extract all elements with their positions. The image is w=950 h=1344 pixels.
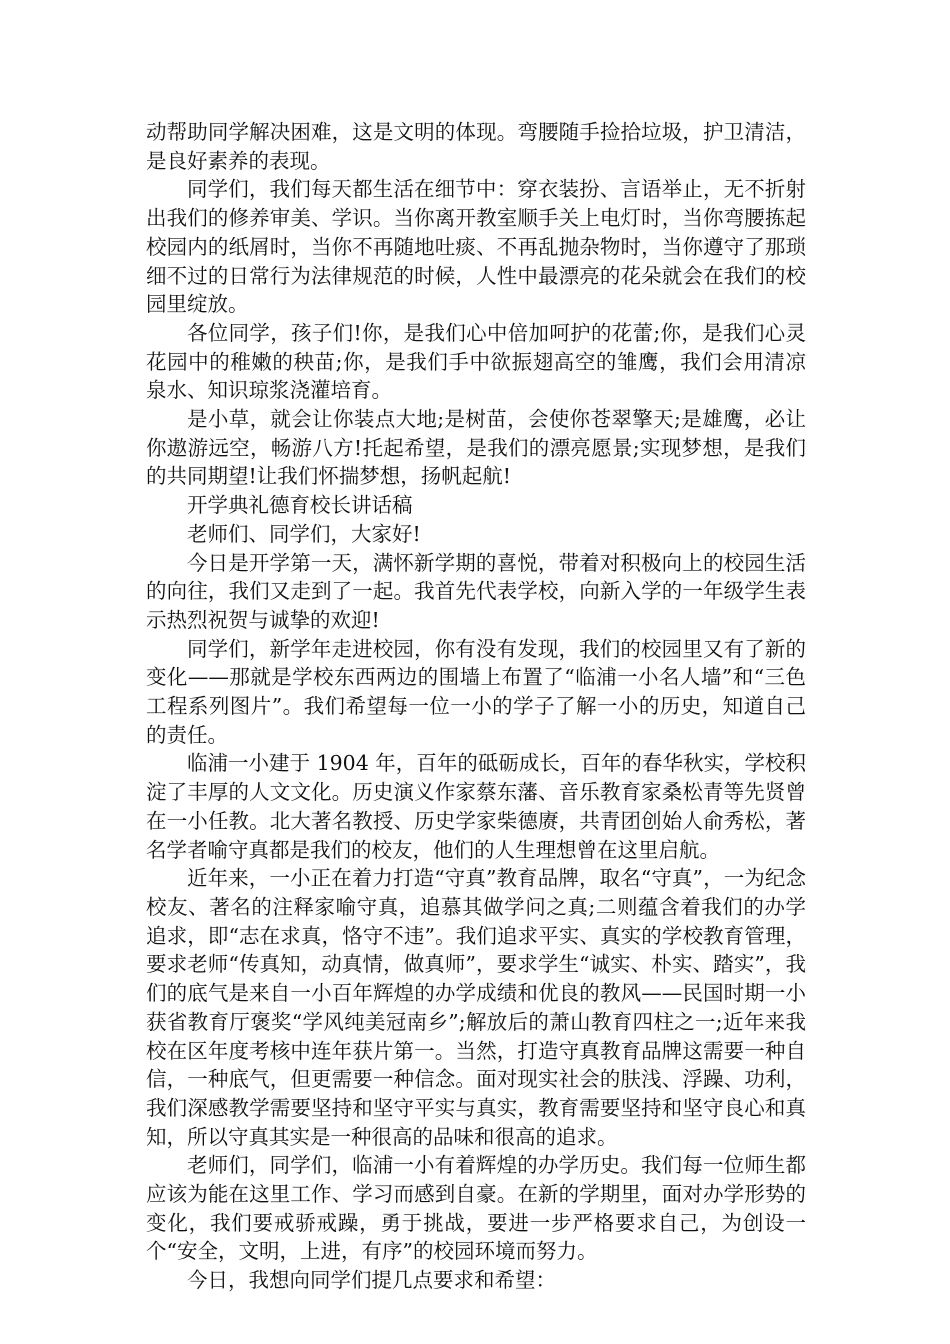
paragraph-9: 临浦一小建于 1904 年，百年的砥砺成长，百年的春华秋实，学校积淀了丰厚的人文文化。历史演义作家蔡东藩、音乐教育家桑松青等先贤曾在一小任教。北大著名教授、历史学家柴德赓，共青团创始人俞秀松，著名学者喻守真都是我们的校友，他们的人生理想曾在这里启航。 xyxy=(146,751,806,862)
paragraph-3: 各位同学，孩子们!你，是我们心中倍加呵护的花蕾;你，是我们心灵花园中的稚嫩的秧苗;你，是我们手中欲振翅高空的雏鹰，我们会用清凉泉水、知识琼浆浇灌培育。 xyxy=(146,320,806,403)
paragraph-8: 同学们，新学年走进校园，你有没有发现，我们的校园里又有了新的变化——那就是学校东西两边的围墙上布置了“临浦一小名人墙”和“三色工程系列图片”。我们希望每一位一小的学子了解一小的历史，知道自己的责任。 xyxy=(146,636,806,747)
paragraph-10: 近年来，一小正在着力打造“守真”教育品牌，取名“守真”，一为纪念校友、著名的注释家喻守真，追慕其做学问之真;二则蕴含着我们的办学追求，即“志在求真，恪守不违”。我们追求平实、真实的学校教育管理，要求老师“传真知，动真情，做真师”，要求学生“诚实、朴实、踏实”，我们的底气是来自一小百年辉煌的办学成绩和优良的教风——民国时期一小获省教育厅褒奖“学风纯美冠南乡”;解放后的萧山教育四柱之一;近年来我校在区年度考核中连年获片第一。当然，打造守真教育品牌这需要一种自信，一种底气，但更需要一种信念。面对现实社会的肤浅、浮躁、功利，我们深感教学需要坚持和坚守平实与真实，教育需要坚持和坚守良心和真知，所以守真其实是一种很高的品味和很高的追求。 xyxy=(146,866,806,1149)
paragraph-11: 老师们，同学们，临浦一小有着辉煌的办学历史。我们每一位师生都应该为能在这里工作、学习而感到自豪。在新的学期里，面对办学形势的变化，我们要戒骄戒躁，勇于挑战，要进一步严格要求自己，为创设一个“安全，文明，上进，有序”的校园环境而努力。 xyxy=(146,1153,806,1264)
document-body xyxy=(146,118,806,1295)
greeting: 老师们、同学们，大家好! xyxy=(187,521,421,546)
section-title: 开学典礼德育校长讲话稿 xyxy=(187,493,413,518)
paragraph-12: 今日，我想向同学们提几点要求和希望： xyxy=(187,1268,556,1293)
paragraph-1: 动帮助同学解决困难，这是文明的体现。弯腰随手捡拾垃圾，护卫清洁，是良好素养的表现。 xyxy=(146,120,806,173)
paragraph-4: 是小草，就会让你装点大地;是树苗，会使你苍翠擎天;是雄鹰，必让你遨游远空，畅游八方!托起希望，是我们的漂亮愿景;实现梦想，是我们的共同期望!让我们怀揣梦想，扬帆起航! xyxy=(146,407,806,489)
paragraph-2: 同学们，我们每天都生活在细节中：穿衣装扮、言语举止，无不折射出我们的修养审美、学识。当你离开教室顺手关上电灯时，当你弯腰拣起校园内的纸屑时，当你不再随地吐痰、不再乱抛杂物时，当你遵守了那琐细不过的日常行为法律规范的时候，人性中最漂亮的花朵就会在我们的校园里绽放。 xyxy=(146,177,806,317)
paragraph-7: 今日是开学第一天，满怀新学期的喜悦，带着对积极向上的校园生活的向往，我们又走到了一起。我首先代表学校，向新入学的一年级学生表示热烈祝贺与诚挚的欢迎! xyxy=(146,550,806,632)
